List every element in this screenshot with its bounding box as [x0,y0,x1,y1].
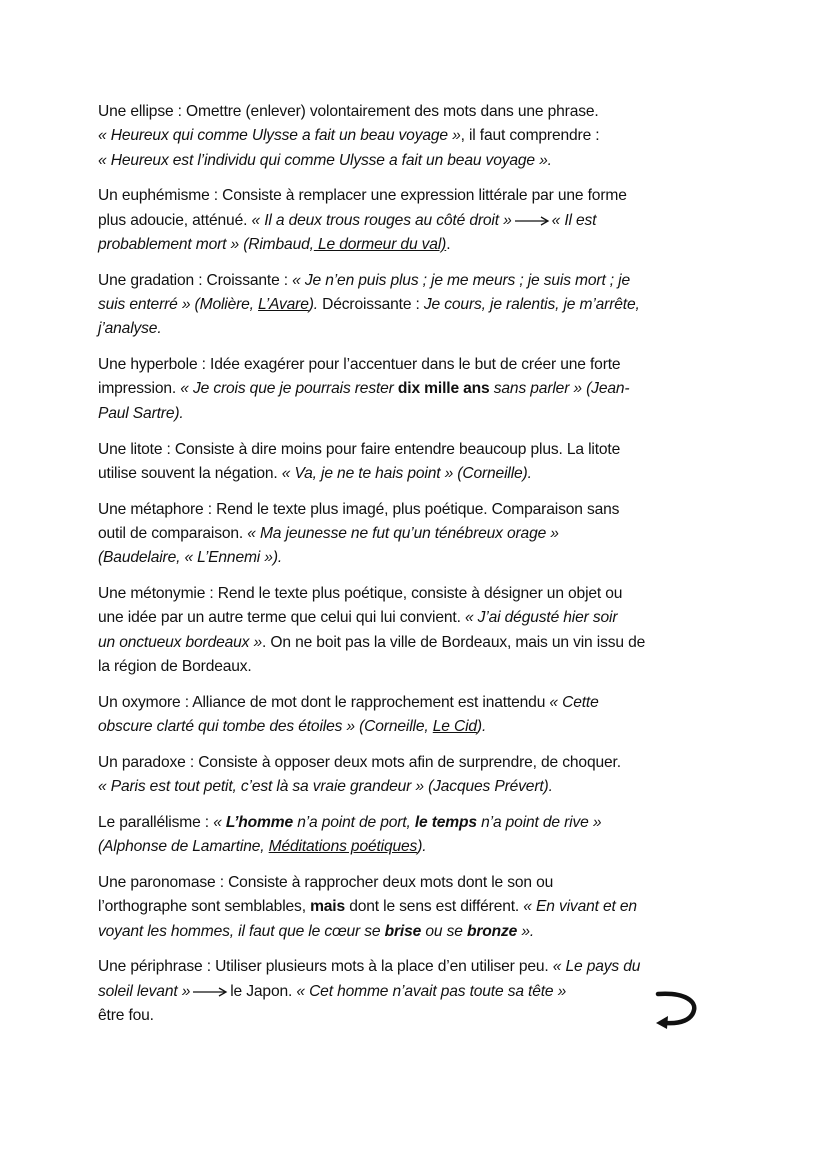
text-segment: « Cette [549,693,599,711]
text-segment: mais [310,898,346,916]
text-segment: « Ma jeunesse ne fut qu’un ténébreux orage » [247,524,559,542]
text-segment: Le parallélisme : [98,813,214,831]
text-line [98,811,748,835]
text-segment: Un euphémisme : Consiste à remplacer une expression littérale par une forme [98,187,627,205]
text-line [98,606,748,630]
document-body [98,100,748,1040]
text-segment: L’homme [225,813,294,831]
text-segment: (Alphonse de Lamartine, [98,838,269,856]
text-segment: impression. [98,380,181,398]
text-segment: Je cours, je ralentis, je m’arrête, [423,296,640,314]
text-segment: soleil levant » [98,982,191,1000]
text-segment: un onctueux bordeaux » [98,633,263,651]
text-line [98,751,748,775]
text-segment: ). [308,296,318,314]
text-segment: Paul Sartre). [98,404,184,422]
text-segment: être fou. [98,1007,154,1024]
text-segment: Le Cid [432,718,477,736]
text-line [98,100,748,124]
text-segment: « Paris est tout petit, c’est là sa vraie grandeur » (Jacques Prévert). [98,778,553,796]
text-segment: « Le pays du [552,958,641,976]
text-line [98,631,748,655]
definition-parallelisme [98,811,748,860]
text-line [98,895,748,919]
long-arrow-right-icon [192,987,228,997]
text-segment: utilise souvent la négation. [98,464,282,482]
text-segment: Une gradation : Croissante : [98,271,293,289]
text-segment: n’a point de port, [293,813,415,831]
text-segment: Une métaphore : Rend le texte plus imagé, plus poétique. Comparaison sans [98,500,620,518]
definition-metaphore [98,498,748,571]
text-segment: n’a point de rive » [476,813,602,831]
text-line [98,522,748,546]
text-segment: suis enterré » (Molière, [98,296,259,314]
text-line [98,233,748,257]
text-line [98,655,748,679]
text-segment: Une ellipse : Omettre (enlever) volontairement des mots dans une phrase. [98,103,599,120]
text-segment: plus adoucie, atténué. [98,211,252,229]
text-segment: brise [384,922,422,940]
text-segment: sans parler » (Jean- [489,380,630,398]
text-line [98,124,748,148]
text-line [98,546,748,570]
definition-hyperbole [98,353,748,426]
text-segment: « [213,813,226,831]
text-segment: j’analyse. [98,320,162,338]
text-line [98,438,748,462]
text-segment: Une métonymie : Rend le texte plus poétique, consiste à désigner un objet ou [98,585,623,603]
text-segment: L’Avare [258,296,309,314]
text-segment: . [446,235,451,253]
text-line [98,775,748,799]
text-line [98,209,748,233]
text-line [98,184,748,208]
text-line [98,691,748,715]
long-arrow-right-icon [514,216,550,226]
text-segment: dix mille ans [397,380,490,398]
definition-gradation [98,269,748,342]
text-line [98,498,748,522]
text-segment: « Va, je ne te hais point » (Corneille). [281,464,532,482]
text-segment: le temps [414,813,477,831]
definition-metonymie [98,582,748,679]
text-line [98,317,748,341]
definition-oxymore [98,691,748,740]
text-line [98,269,748,293]
text-segment: ou se [421,922,467,940]
definition-litote [98,438,748,487]
text-line [98,377,748,401]
definition-euphemisme [98,184,748,257]
text-segment: ). [476,718,487,736]
text-line [98,582,748,606]
text-line [98,871,748,895]
text-line [98,715,748,739]
text-segment: probablement mort » (Rimbaud, [98,235,314,253]
text-segment: « Je crois que je pourrais rester [180,380,398,398]
definition-paronomase [98,871,748,944]
text-line [98,835,748,859]
text-line [98,402,748,426]
definition-ellipse [98,100,748,173]
text-line [98,149,748,173]
text-line [98,462,748,486]
text-segment: Une paronomase : Consiste à rapprocher deux mots dont le son ou [98,874,554,892]
text-line [98,920,748,944]
text-segment: « Il a deux trous rouges au côté droit » [251,211,512,229]
text-segment: « Heureux qui comme Ulysse a fait un beau voyage » [98,127,461,145]
text-segment: la région de Bordeaux. [98,657,252,675]
text-segment: l’orthographe sont semblables, [98,898,311,916]
text-segment: Une litote : Consiste à dire moins pour faire entendre beaucoup plus. La litote [98,440,621,458]
text-segment: ». [517,922,535,940]
text-segment: dont le sens est différent. [345,898,524,916]
text-segment: « Il est [551,211,597,229]
definition-paradoxe [98,751,748,800]
text-segment: voyant les hommes, il faut que le cœur se [98,922,385,940]
text-segment: ). [417,838,427,856]
text-segment: outil de comparaison. [98,524,248,542]
text-segment: « Je n’en puis plus ; je me meurs ; je suis mort ; je [292,271,631,289]
text-segment: le Japon. [230,982,297,1000]
text-line [98,955,748,979]
text-segment: Méditations poétiques [268,838,418,856]
text-segment: « Heureux est l’individu qui comme Ulysse a fait un beau voyage ». [98,151,552,169]
text-segment: bronze [466,922,518,940]
text-segment: Une hyperbole : Idée exagérer pour l’accentuer dans le but de créer une forte [98,356,621,374]
text-segment: « Cet homme n’avait pas toute sa tête » [296,982,567,1000]
text-segment: Le dormeur du val) [313,235,447,253]
text-segment: . On ne boit pas la ville de Bordeaux, mais un vin issu de [262,633,646,651]
text-segment: (Baudelaire, « L’Ennemi »). [98,549,283,567]
text-segment: , il faut comprendre : [460,127,600,145]
text-segment: « En vivant et en [523,898,637,916]
text-line [98,353,748,377]
text-segment: Un paradoxe : Consiste à opposer deux mots afin de surprendre, de choquer. [98,753,621,771]
text-segment: Un oxymore : Alliance de mot dont le rapprochement est inattendu [98,693,550,711]
text-segment: Décroissante : [317,296,424,314]
curved-arrow-icon [650,990,702,1030]
text-segment: « J’ai dégusté hier soir [464,609,618,627]
text-segment: Une périphrase : Utiliser plusieurs mots à la place d’en utiliser peu. [98,958,553,976]
text-segment: une idée par un autre terme que celui qui lui convient. [98,609,465,627]
text-segment: obscure clarté qui tombe des étoiles » (Corneille, [98,718,433,736]
text-line [98,293,748,317]
